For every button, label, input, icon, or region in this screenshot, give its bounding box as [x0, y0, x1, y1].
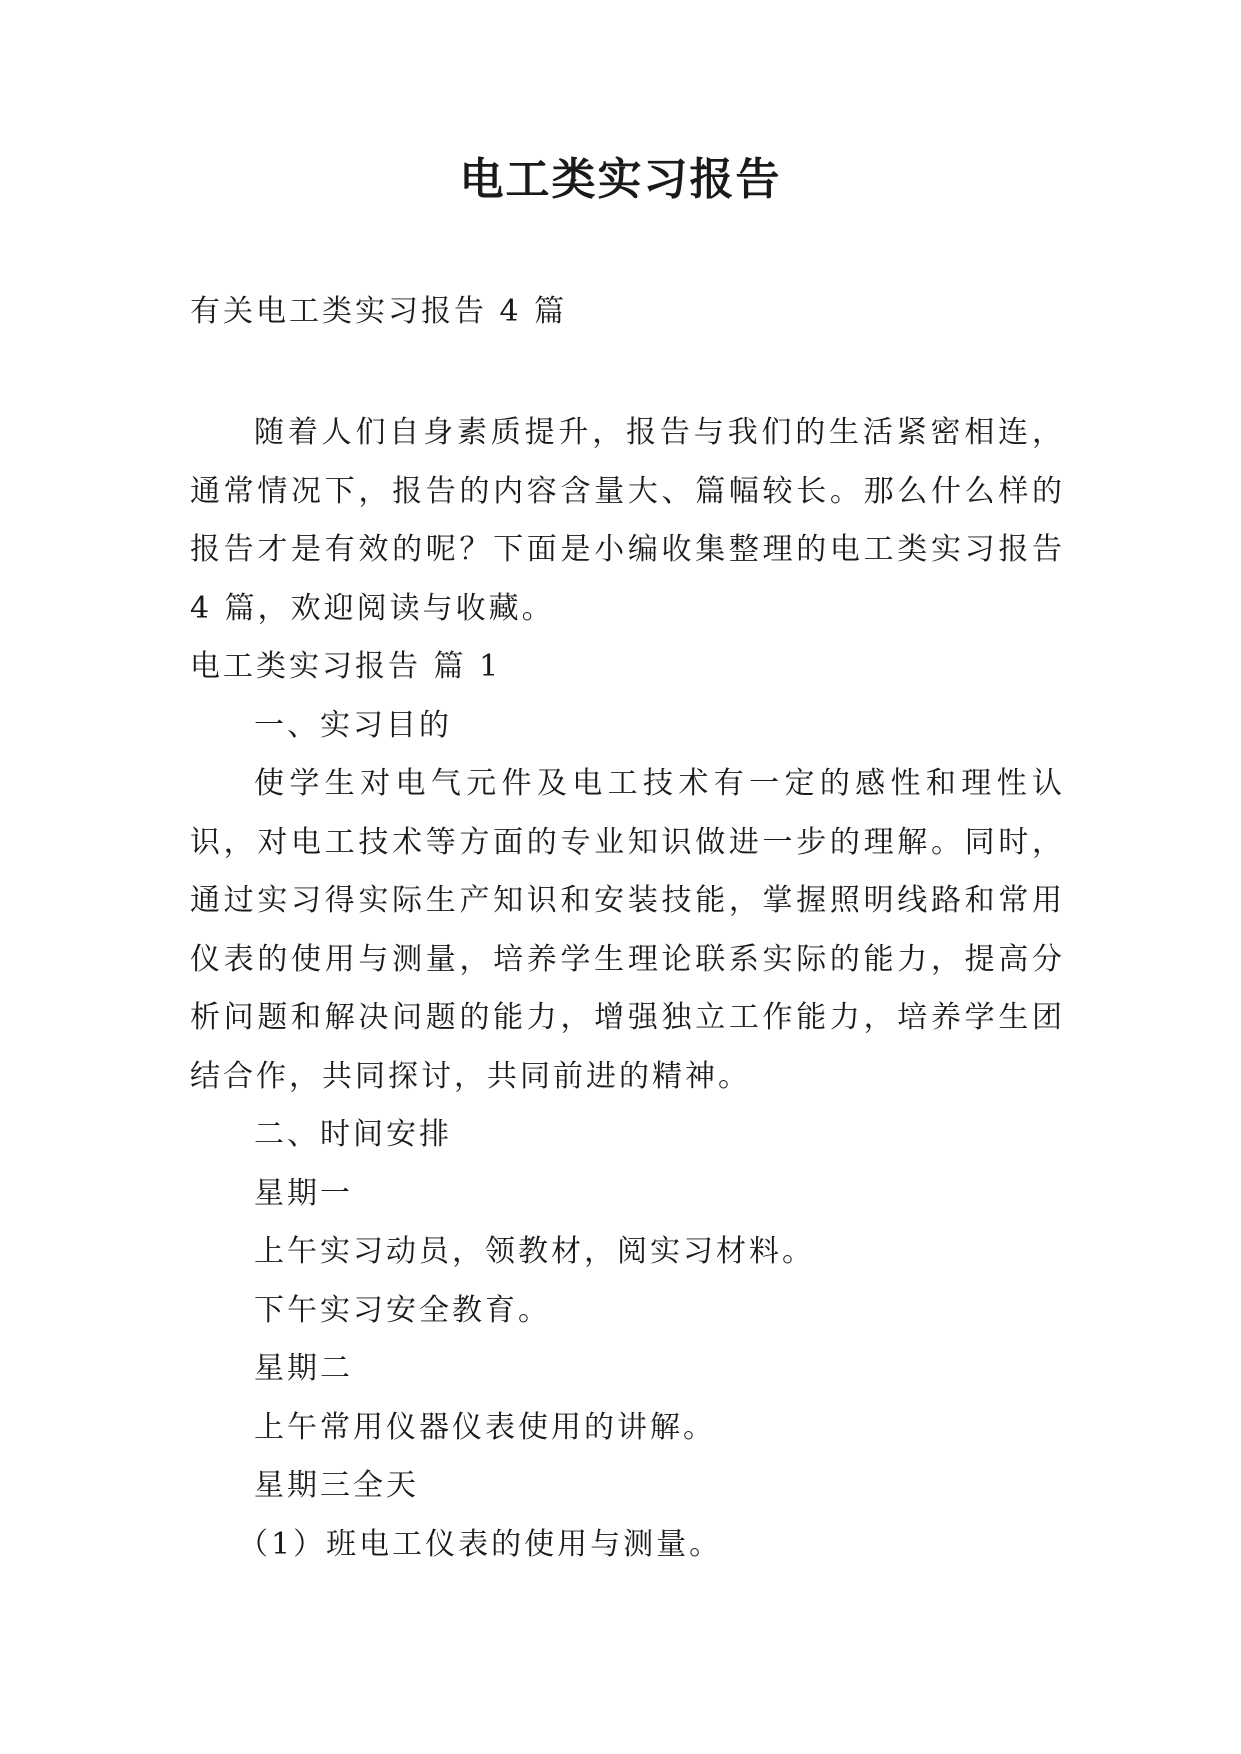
intro-paragraph: 随着人们自身素质提升，报告与我们的生活紧密相连，通常情况下，报告的内容含量大、篇幅较长。那么什么样的报告才是有效的呢？下面是小编收集整理的电工类实习报告 4 篇，欢迎阅读与收藏。: [190, 415, 1065, 626]
document-body: [190, 404, 1065, 1574]
document-subtitle: 有关电工类实习报告 4 篇: [190, 294, 568, 329]
schedule-day-monday: 星期一: [254, 1175, 353, 1211]
schedule-tuesday-morning: 上午常用仪器仪表使用的讲解。: [254, 1409, 716, 1445]
section-title: 电工类实习报告 篇 1: [190, 649, 502, 684]
purpose-paragraph: 使学生对电气元件及电工技术有一定的感性和理性认识，对电工技术等方面的专业知识做进一步的理解。同时，通过实习得实际生产知识和安装技能，掌握照明线路和常用仪表的使用与测量，培养学生理论联系实际的能力，提高分析问题和解决问题的能力，增强独立工作能力，培养学生团结合作，共同探讨，共同前进的精神。: [190, 766, 1065, 1094]
purpose-heading: 一、实习目的: [254, 707, 452, 743]
document-title: 电工类实习报告: [459, 154, 782, 205]
schedule-heading: 二、时间安排: [254, 1117, 452, 1152]
schedule-monday-morning: 上午实习动员，领教材，阅实习材料。: [254, 1234, 815, 1269]
schedule-monday-afternoon: 下午实习安全教育。: [254, 1292, 551, 1328]
schedule-day-wednesday: 星期三全天: [254, 1468, 419, 1503]
schedule-day-tuesday: 星期二: [254, 1351, 353, 1386]
schedule-item-1: （1）班电工仪表的使用与测量。: [238, 1526, 723, 1562]
